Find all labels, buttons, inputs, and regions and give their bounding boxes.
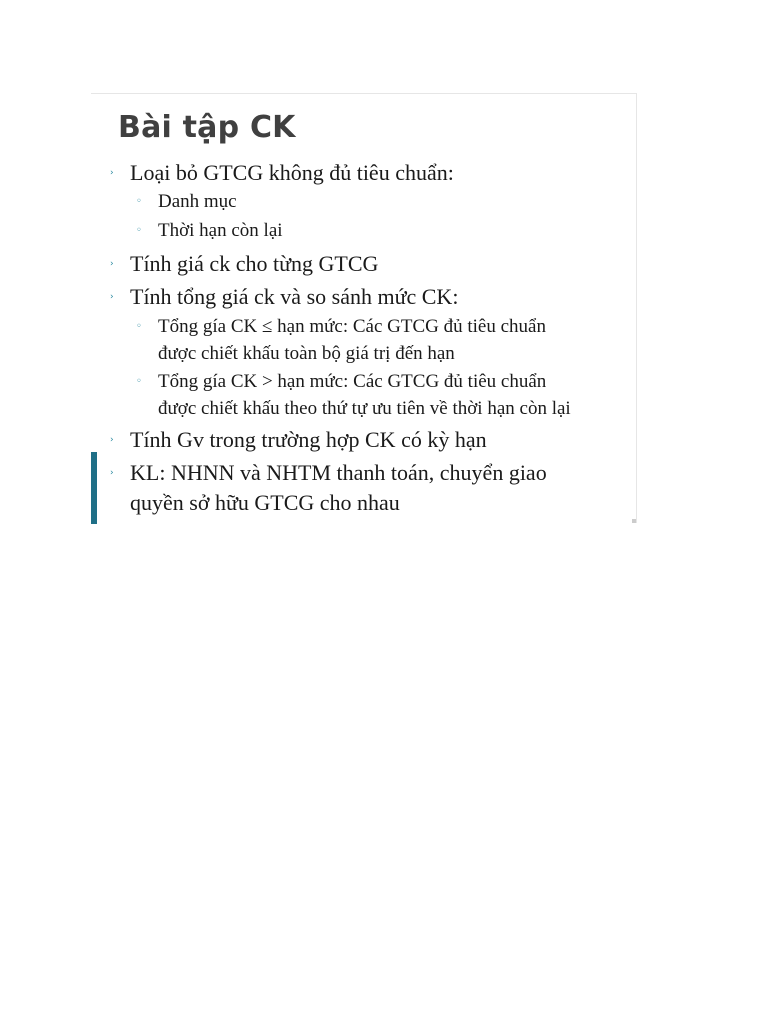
corner-mark <box>632 519 636 523</box>
small-arrow-bullet-icon: › <box>110 259 114 269</box>
list-item-text: Thời hạn còn lại <box>158 220 283 241</box>
small-arrow-bullet-icon: › <box>110 292 114 302</box>
list-item-line: Tổng gía CK > hạn mức: Các GTCG đủ tiêu chuẩn <box>158 371 547 392</box>
small-arrow-bullet-icon: › <box>110 168 114 178</box>
list-item <box>110 282 630 312</box>
ring-bullet-icon: ◦ <box>136 196 142 207</box>
list-item-text: Danh mục <box>158 191 237 212</box>
list-item <box>110 158 630 188</box>
list-item-text: Tính tổng giá ck và so sánh mức CK: <box>130 284 459 309</box>
list-item <box>136 217 628 244</box>
slide <box>91 93 637 523</box>
ring-bullet-icon: ◦ <box>136 321 142 332</box>
list-item <box>110 249 630 279</box>
list-item <box>136 313 628 367</box>
list-item <box>110 425 630 455</box>
list-item-text: Loại bỏ GTCG không đủ tiêu chuẩn: <box>130 160 454 185</box>
list-item-line: KL: NHNN và NHTM thanh toán, chuyển giao <box>130 460 547 485</box>
ring-bullet-icon: ◦ <box>136 225 142 236</box>
small-arrow-bullet-icon: › <box>110 435 114 445</box>
list-item <box>110 458 630 518</box>
small-arrow-bullet-icon: › <box>110 468 114 478</box>
list-item-line: Tổng gía CK ≤ hạn mức: Các GTCG đủ tiêu chuẩn <box>158 316 546 337</box>
ring-bullet-icon: ◦ <box>136 376 142 387</box>
list-item-line: được chiết khấu toàn bộ giá trị đến hạn <box>158 343 455 364</box>
bullet-list <box>91 94 636 523</box>
list-item-text: Tính Gv trong trường hợp CK có kỳ hạn <box>130 427 487 452</box>
list-item-line: quyền sở hữu GTCG cho nhau <box>130 490 400 515</box>
list-item <box>136 188 628 215</box>
list-item <box>136 368 628 422</box>
list-item-line: được chiết khấu theo thứ tự ưu tiên về thời hạn còn lại <box>158 398 571 419</box>
list-item-text: Tính giá ck cho từng GTCG <box>130 251 379 276</box>
slide-title: Bài tập CK <box>118 110 296 145</box>
